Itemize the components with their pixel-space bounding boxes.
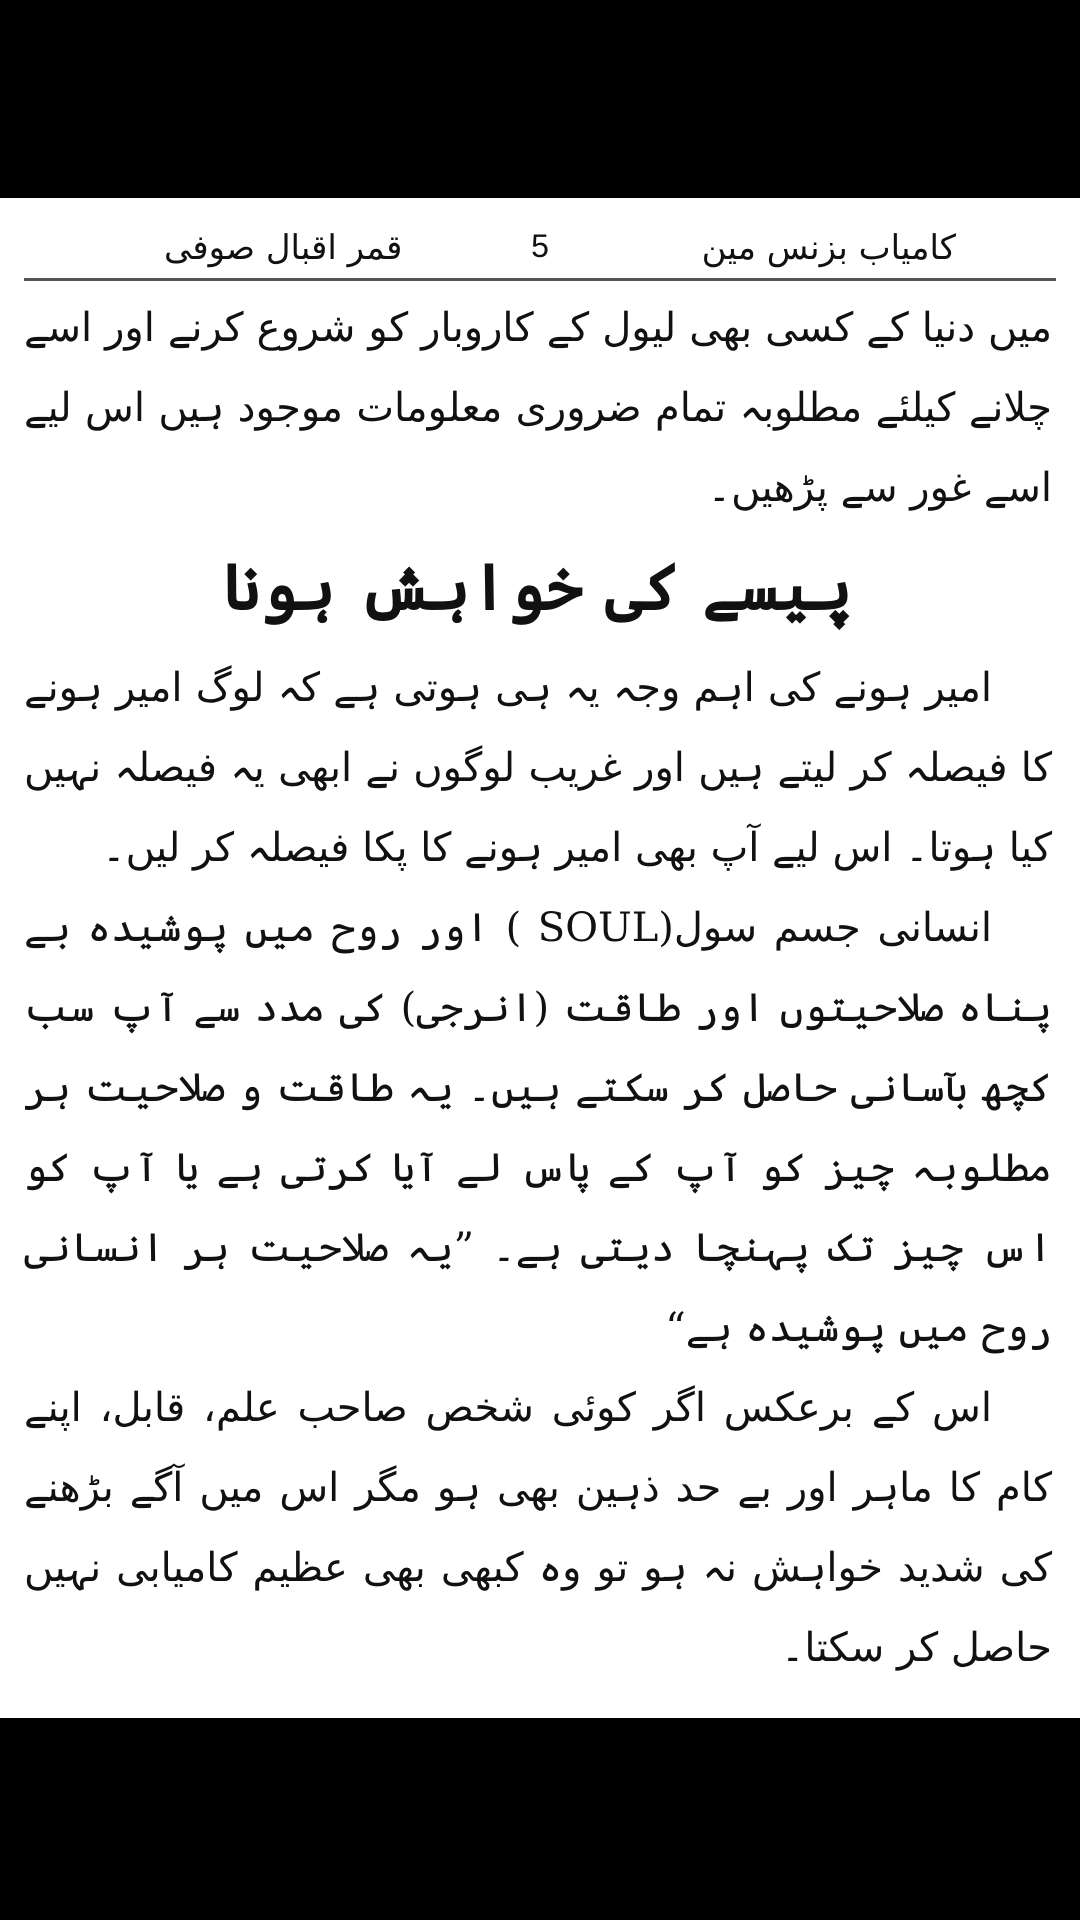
page-body	[24, 288, 1052, 1688]
section-heading: پیسے کی خواہش ہونا	[223, 550, 853, 625]
author-name: قمر اقبال صوفی	[164, 228, 403, 268]
paragraph-2: انسانی جسم سول(SOUL ) اور روح میں پوشیدہ بے پناہ صلاحیتوں اور طاقت (انرجی) کی مدد سے آپ سب کچھ بآسانی حاصل کر سکتے ہیں۔ یہ طاقت و صلاحیت ہر مطلوبہ چیز کو آپ کے پاس لے آیا کرتی ہے یا آپ کو اس چیز تک پہنچا دیتی ہے۔ ”یہ صلاحیت ہر انسانی روح میں پوشیدہ ہے“	[24, 905, 1052, 1351]
paragraph-3: اس کے برعکس اگر کوئی شخص صاحب علم، قابل، اپنے کام کا ماہر اور بے حد ذہین بھی ہو مگر اس میں آگے بڑھنے کی شدید خواہش نہ ہو تو وہ کبھی بھی عظیم کامیابی نہیں حاصل کر سکتا۔	[24, 1385, 1052, 1671]
page-number: 5	[531, 228, 549, 264]
intro-paragraph: میں دنیا کے کسی بھی لیول کے کاروبار کو شروع کرنے اور اسے چلانے کیلئے مطلوبہ تمام ضروری معلومات موجود ہیں اس لیے اسے غور سے پڑھیں۔	[24, 305, 1052, 511]
book-title: کامیاب بزنس مین	[701, 228, 956, 268]
page-header	[24, 216, 1056, 281]
book-page	[0, 198, 1080, 1718]
paragraph-1: امیر ہونے کی اہم وجہ یہ ہی ہوتی ہے کہ لوگ امیر ہونے کا فیصلہ کر لیتے ہیں اور غریب لوگوں نے ابھی یہ فیصلہ نہیں کیا ہوتا۔ اس لیے آپ بھی امیر ہونے کا پکا فیصلہ کر لیں۔	[24, 665, 1052, 871]
